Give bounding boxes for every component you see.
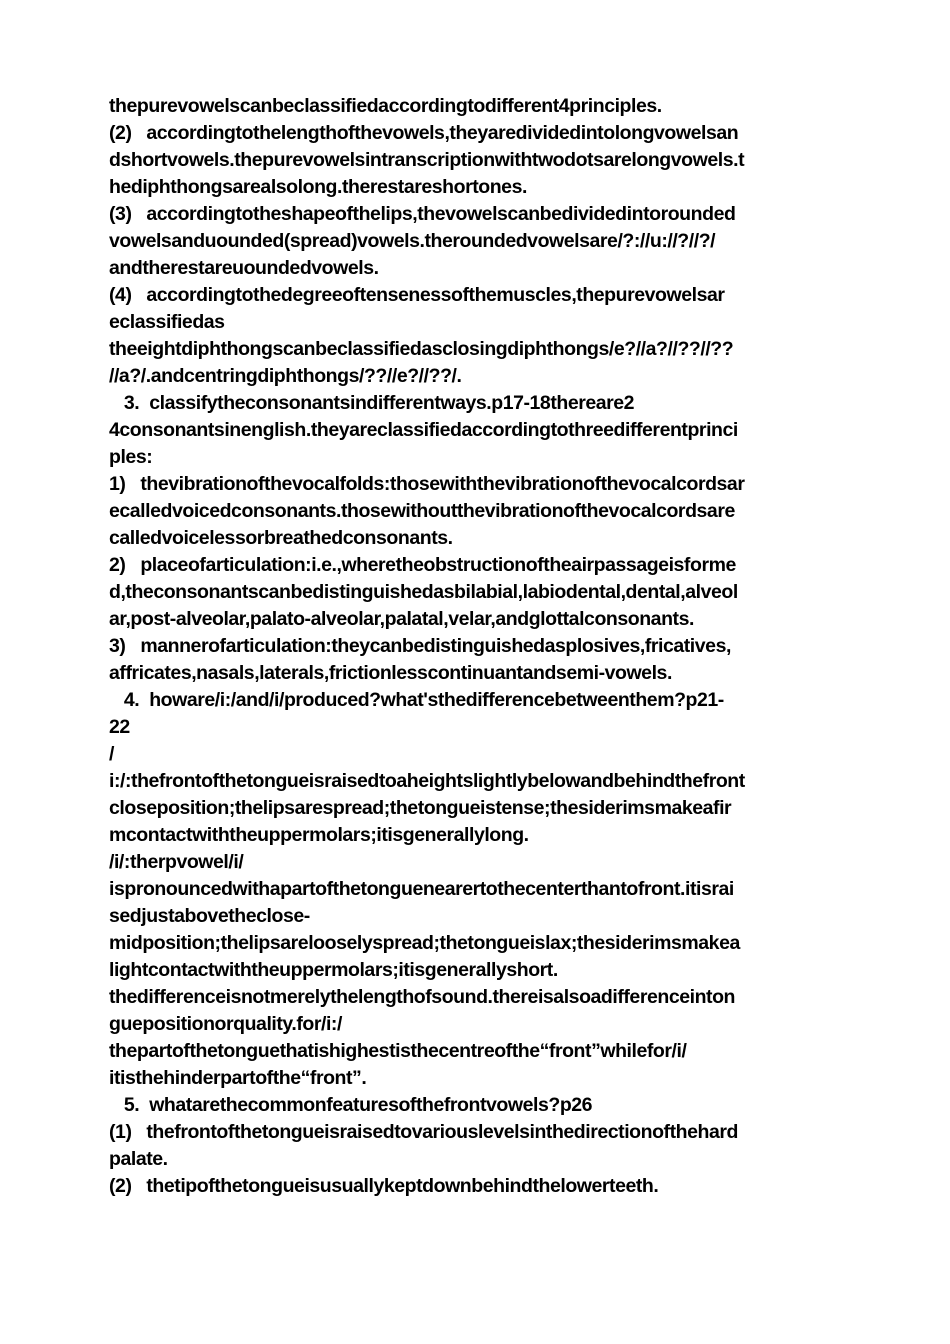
text-line: calledvoicelessorbreathedconsonants. [109,527,453,549]
text-line: lightcontactwiththeuppermolars;itisgenerallyshort. [109,959,558,981]
text-line: andtherestareuoundedvowels. [109,257,379,279]
text-line: ispronouncedwithapartofthetonguenearertothecenterthantofront.itisrai [109,878,734,900]
text-line: vowelsanduounded(spread)vowels.theroundedvowelsare/?://u://?//?/ [109,230,716,252]
text-line: 2) placeofarticulation:i.e.,wheretheobstructionoftheairpassageisforme [109,554,736,576]
text-line: thepurevowelscanbeclassifiedaccordingtodifferent4principles. [109,95,662,117]
text-line: //a?/.andcentringdiphthongs/??//e?//??/. [109,365,462,387]
text-line: affricates,nasals,laterals,frictionlesscontinuantandsemi-vowels. [109,662,672,684]
text-line: 4consonantsinenglish.theyareclassifiedaccordingtothreedifferentprinci [109,419,738,441]
text-line: closeposition;thelipsarespread;thetongueistense;thesiderimsmakeafir [109,797,732,819]
text-line: theeightdiphthongscanbeclassifiedasclosingdiphthongs/e?//a?//??//?? [109,338,734,360]
text-line: 22 [109,716,130,738]
text-line: 4. howare/i:/and/i/produced?what'sthedifferencebetweenthem?p21- [109,689,724,711]
text-line: itisthehinderpartofthe“front”. [109,1067,367,1089]
text-line: midposition;thelipsarelooselyspread;thetongueislax;thesiderimsmakea [109,932,740,954]
text-line: / [109,743,114,765]
text-line: 5. whatarethecommonfeaturesofthefrontvowels?p26 [109,1094,593,1116]
text-line: (1) thefrontofthetongueisraisedtovariouslevelsinthedirectionofthehard [109,1121,738,1143]
text-line: thepartofthetonguethatishighestisthecentreofthe“front”whilefor/i/ [109,1040,687,1062]
text-line: (2) thetipofthetongueisusuallykeptdownbehindthelowerteeth. [109,1175,659,1197]
text-line: d,theconsonantscanbedistinguishedasbilabial,labiodental,dental,alveol [109,581,738,603]
text-line: 3. classifytheconsonantsindifferentways.p17-18thereare2 [109,392,635,414]
text-line: guepositionorquality.for/i:/ [109,1013,342,1035]
text-line: 1) thevibrationofthevocalfolds:thosewiththevibrationofthevocalcordsar [109,473,745,495]
text-line: sedjustabovetheclose- [109,905,310,927]
text-line: (4) accordingtothedegreeoftensenessofthemuscles,thepurevowelsar [109,284,725,306]
text-line: ecalledvoicedconsonants.thosewithoutthevibrationofthevocalcordsare [109,500,735,522]
text-line: palate. [109,1148,168,1170]
text-line: thedifferenceisnotmerelythelengthofsound.thereisalsoadifferenceinton [109,986,736,1008]
text-line: mcontactwiththeuppermolars;itisgenerallylong. [109,824,529,846]
text-line: 3) mannerofarticulation:theycanbedistinguishedasplosives,fricatives, [109,635,731,657]
text-line: ar,post-alveolar,palato-alveolar,palatal,velar,andglottalconsonants. [109,608,694,630]
text-line: (2) accordingtothelengthofthevowels,theyaredividedintolongvowelsan [109,122,739,144]
document-body [109,93,844,1200]
text-line: ples: [109,446,153,468]
text-line: dshortvowels.thepurevowelsintranscriptionwithtwodotsarelongvowels.t [109,149,745,171]
text-line: i:/:thefrontofthetongueisraisedtoaheightslightlybelowandbehindthefront [109,770,745,792]
text-line: /i/:therpvowel/i/ [109,851,244,873]
text-line: hediphthongsarealsolong.therestareshortones. [109,176,527,198]
text-line: eclassifiedas [109,311,225,333]
text-line: (3) accordingtotheshapeofthelips,thevowelscanbedividedintorounded [109,203,736,225]
